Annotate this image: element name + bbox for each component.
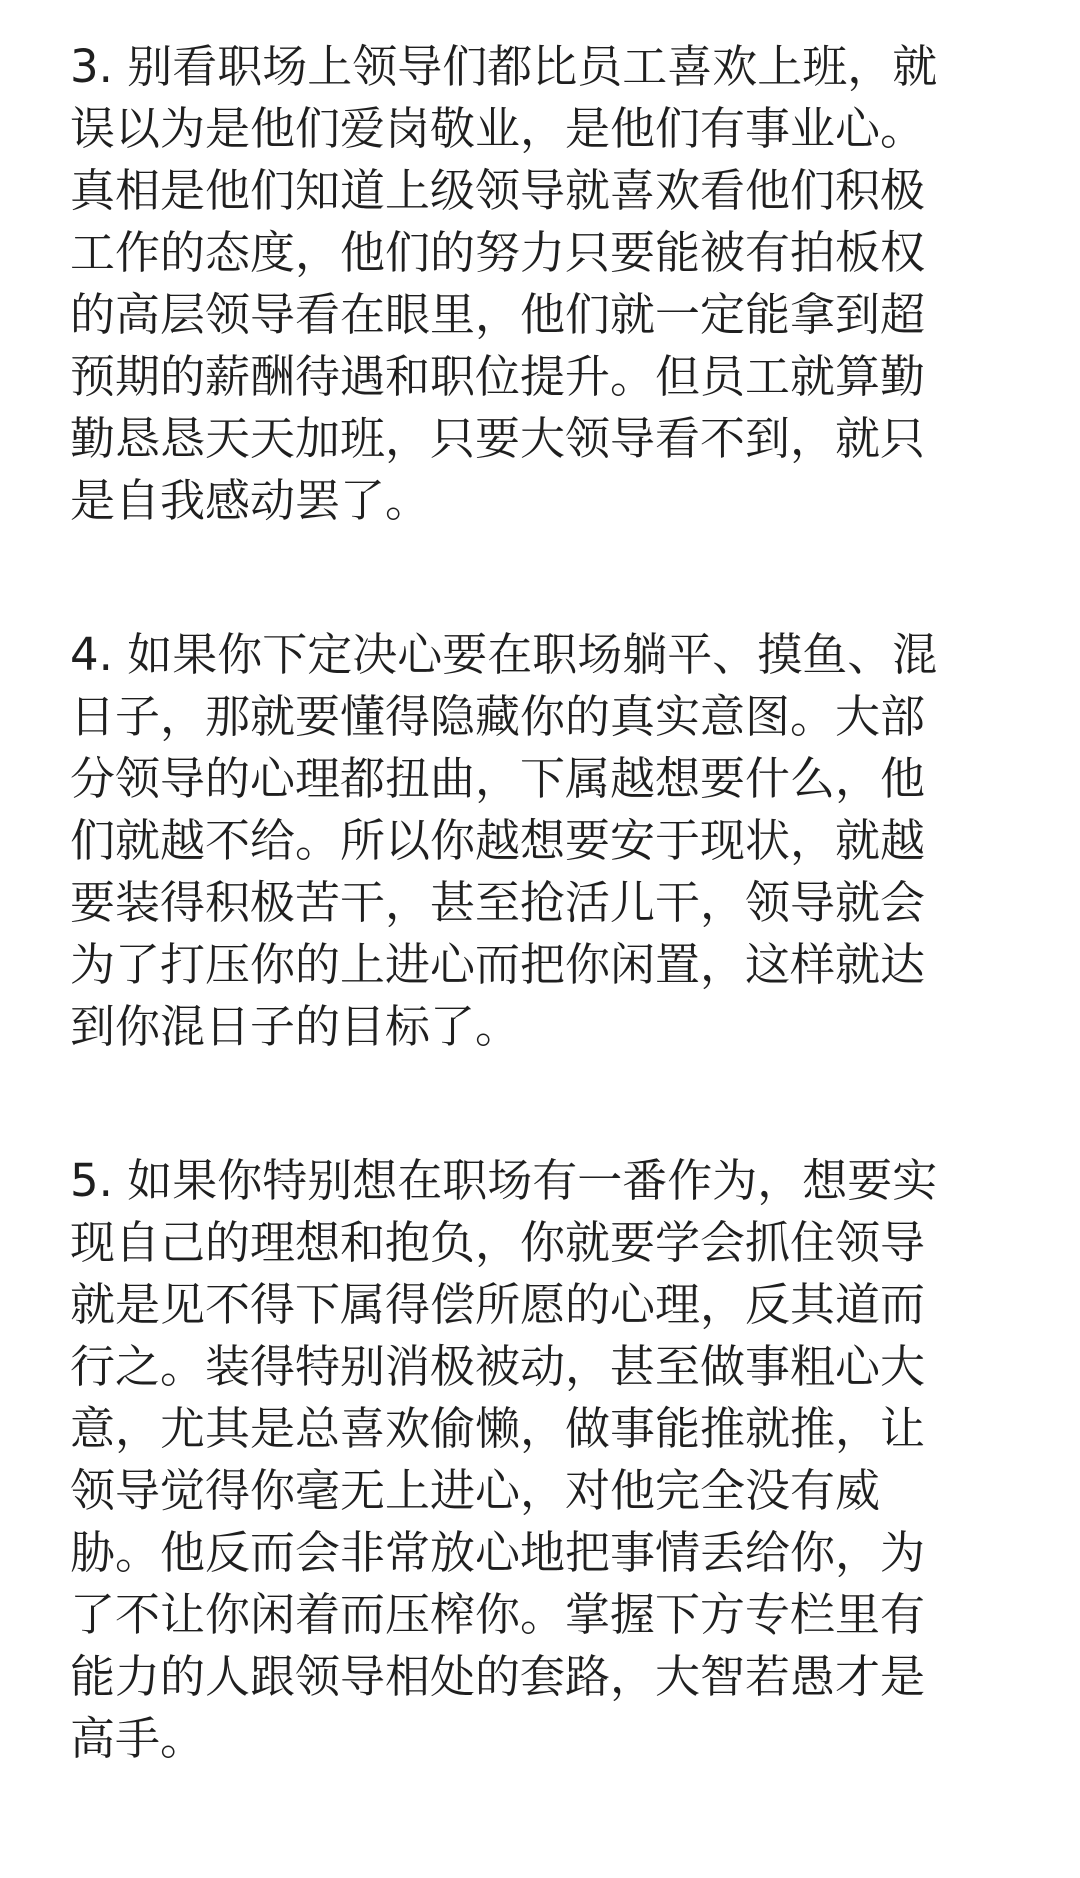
text-line: 4. 如果你下定决心要在职场躺平、摸鱼、混 [70,628,938,681]
text-line: 为了打压你的上进心而把你闲置，这样就达 [70,938,926,991]
text-line: 领导觉得你毫无上进心，对他完全没有威 [70,1464,881,1517]
paragraph-3 [70,36,1020,532]
text-line: 意，尤其是总喜欢偷懒，做事能推就推，让 [70,1402,926,1455]
text-line: 日子，那就要懂得隐藏你的真实意图。大部 [70,690,926,743]
text-line: 就是见不得下属得偿所愿的心理，反其道而 [70,1278,926,1331]
text-line: 们就越不给。所以你越想要安于现状，就越 [70,814,926,867]
text-line: 胁。他反而会非常放心地把事情丢给你，为 [70,1526,926,1579]
paragraph-4 [70,624,1020,1058]
text-line: 5. 如果你特别想在职场有一番作为，想要实 [70,1154,938,1207]
article-body [70,36,1020,1770]
text-line: 预期的薪酬待遇和职位提升。但员工就算勤 [70,350,926,403]
text-line: 能力的人跟领导相处的套路，大智若愚才是 [70,1650,926,1703]
text-line: 3. 别看职场上领导们都比员工喜欢上班，就 [70,40,938,93]
paragraph-gap [70,1058,1020,1150]
text-line: 了不让你闲着而压榨你。掌握下方专栏里有 [70,1588,926,1641]
text-line: 工作的态度，他们的努力只要能被有拍板权 [70,226,926,279]
paragraph-5 [70,1150,1020,1770]
text-line: 真相是他们知道上级领导就喜欢看他们积极 [70,164,926,217]
text-line: 现自己的理想和抱负，你就要学会抓住领导 [70,1216,926,1269]
text-line: 是自我感动罢了。 [70,474,431,527]
text-line: 勤恳恳天天加班，只要大领导看不到，就只 [70,412,926,465]
text-line: 的高层领导看在眼里，他们就一定能拿到超 [70,288,926,341]
text-line: 误以为是他们爱岗敬业，是他们有事业心。 [70,102,926,155]
paragraph-gap [70,532,1020,624]
text-line: 高手。 [70,1712,206,1765]
text-line: 到你混日子的目标了。 [70,1000,521,1053]
text-line: 要装得积极苦干，甚至抢活儿干，领导就会 [70,876,926,929]
text-line: 行之。装得特别消极被动，甚至做事粗心大 [70,1340,926,1393]
text-line: 分领导的心理都扭曲，下属越想要什么，他 [70,752,926,805]
